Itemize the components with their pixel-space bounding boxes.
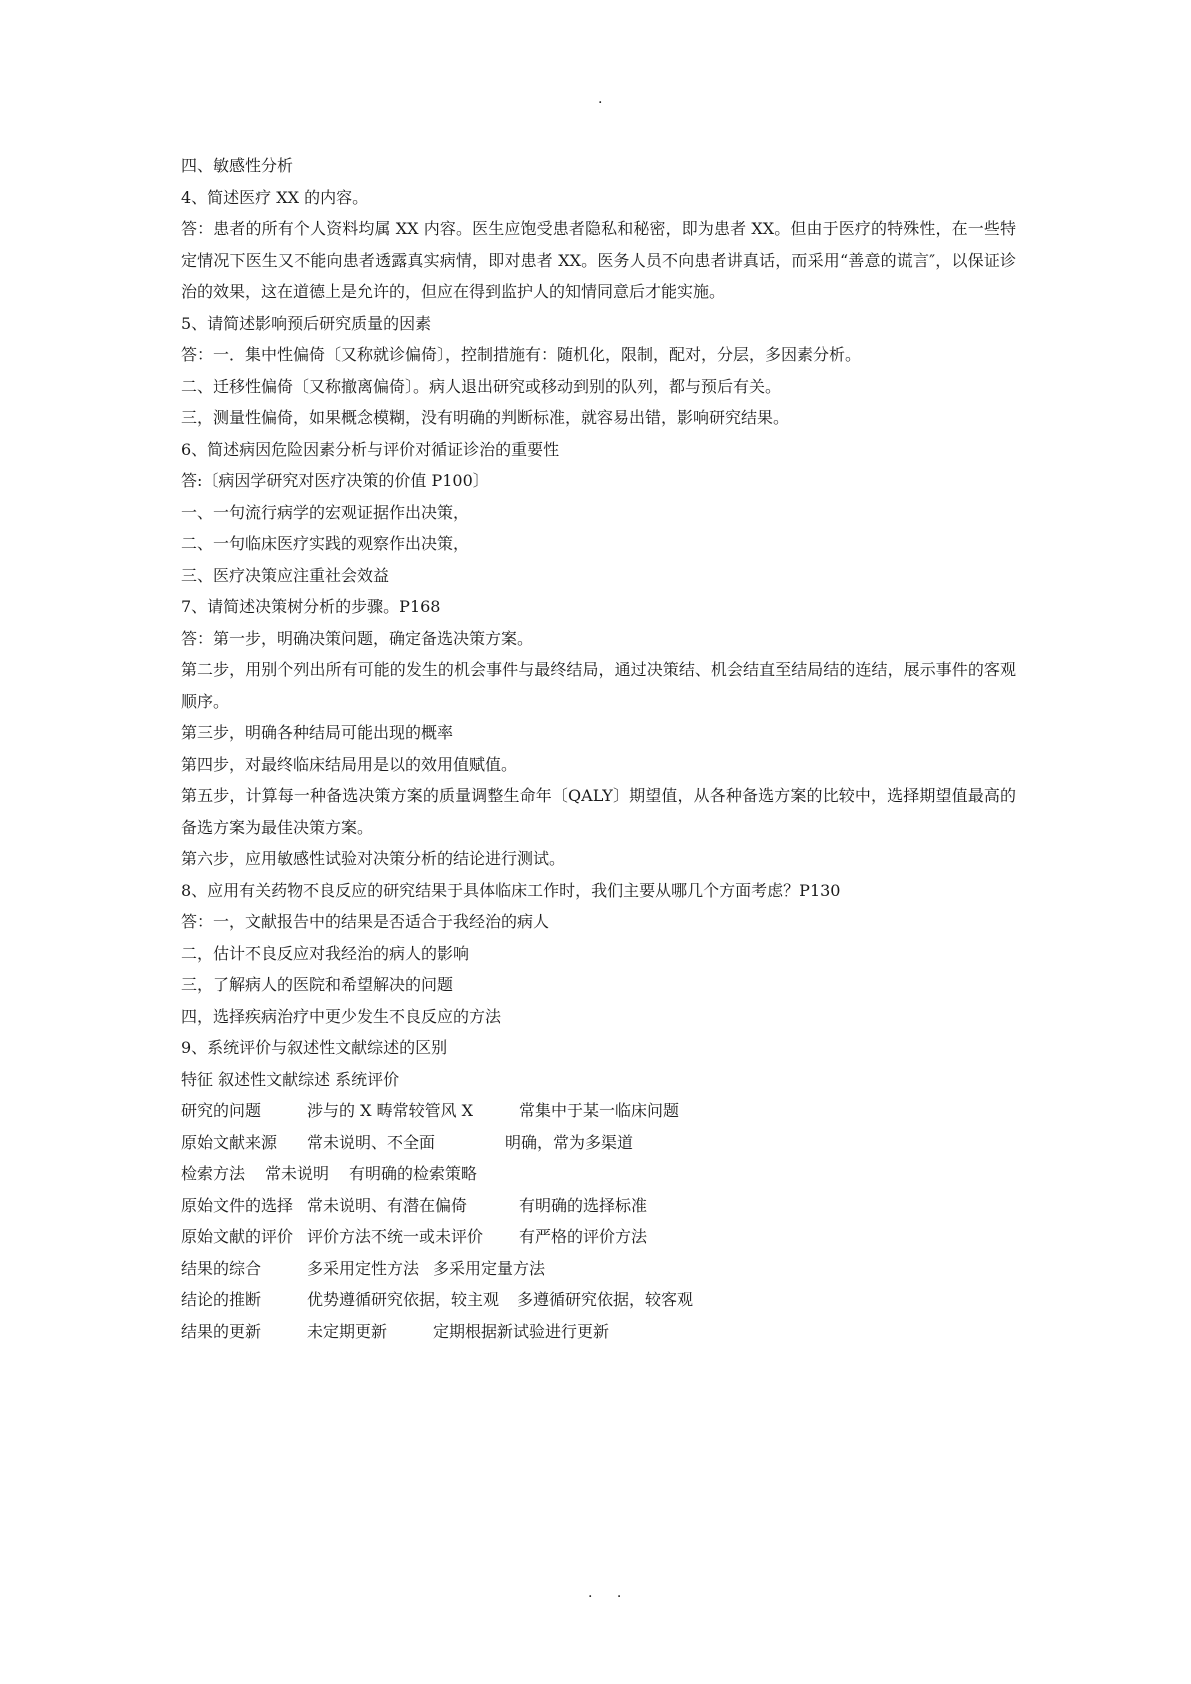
answer-8-item-2: 二，估计不良反应对我经治的病人的影响 — [181, 943, 470, 963]
question-8: 8、应用有关药物不良反应的研究结果于具体临床工作时，我们主要从哪几个方面考虑？P130 — [181, 880, 841, 900]
answer-7-step-2: 第二步，用别个列出所有可能的发生的机会事件与最终结局，通过决策结、机会结直至结局结的连结，展示事件的客观顺序。 — [181, 660, 1016, 711]
table-row — [181, 1284, 1016, 1316]
table-row — [181, 1316, 1016, 1348]
table-cell-feature: 结论的推断 — [181, 1290, 262, 1309]
answer-5-item-2: 二、迁移性偏倚〔又称撤离偏倚〕。病人退出研究或移动到别的队列，都与预后有关。 — [181, 376, 782, 396]
table-cell-systematic: 多采用定量方法 — [433, 1258, 546, 1278]
answer-4: 答：患者的所有个人资料均属 XX 内容。医生应饱受患者隐私和秘密，即为患者 XX。但由于医疗的特殊性，在一些特定情况下医生又不能向患者透露真实病情，即对患者 XX。医务人员不向患者讲真话，而采用“善意的谎言″，以保证诊治的效果，这在道德上是允许的，但应在得到监护人的知情同意后才能实施。 — [181, 219, 1016, 301]
answer-5-item-3: 三，测量性偏倚，如果概念模糊，没有明确的判断标准，就容易出错，影响研究结果。 — [181, 408, 790, 427]
table-cell-narrative: 常未说明、不全面 — [307, 1132, 436, 1152]
header-dot: . — [598, 91, 603, 107]
table-row — [181, 1158, 1016, 1190]
document-body — [181, 150, 1016, 1347]
table-cell-systematic: 有严格的评价方法 — [519, 1227, 648, 1246]
question-6: 6、简述病因危险因素分析与评价对循证诊治的重要性 — [181, 439, 560, 459]
answer-8-item-1: 答：一，文献报告中的结果是否适合于我经治的病人 — [181, 912, 550, 931]
answer-7-step-4: 第四步，对最终临床结局用是以的效用值赋值。 — [181, 754, 518, 774]
table-cell-narrative: 多采用定性方法 — [307, 1258, 420, 1278]
table-cell-systematic: 常集中于某一临床问题 — [519, 1101, 680, 1120]
comparison-table — [181, 1064, 1016, 1348]
table-cell-systematic: 明确，常为多渠道 — [505, 1132, 634, 1152]
footer-dots: . . — [588, 1585, 632, 1601]
answer-7-step-1: 答：第一步，明确决策问题，确定备选决策方案。 — [181, 628, 534, 648]
question-5: 5、请简述影响预后研究质量的因素 — [181, 313, 432, 333]
table-cell-feature: 检索方法 — [181, 1164, 246, 1183]
question-9: 9、系统评价与叙述性文献综述的区别 — [181, 1038, 448, 1057]
answer-7-step-5: 第五步，计算每一种备选决策方案的质量调整生命年〔QALY〕期望值，从各种备选方案的比较中，选择期望值最高的备选方案为最佳决策方案。 — [181, 786, 1016, 837]
table-cell-narrative: 未定期更新 — [307, 1321, 388, 1341]
table-cell-narrative: 涉与的 X 畴常较管风 X — [307, 1101, 474, 1120]
table-header: 特征 叙述性文献综述 系统评价 — [181, 1069, 400, 1089]
table-cell-feature: 原始文献来源 — [181, 1132, 278, 1152]
table-row — [181, 1095, 1016, 1127]
table-cell-systematic: 定期根据新试验进行更新 — [433, 1321, 610, 1341]
table-row — [181, 1127, 1016, 1159]
table-cell-narrative: 评价方法不统一或未评价 — [307, 1227, 484, 1246]
table-cell-feature: 研究的问题 — [181, 1101, 262, 1120]
answer-5-item-1: 答：一．集中性偏倚〔又称就诊偏倚〕，控制措施有：随机化，限制，配对，分层，多因素分析。 — [181, 345, 862, 364]
question-7: 7、请简述决策树分析的步骤。P168 — [181, 597, 441, 616]
table-cell-systematic: 有明确的检索策略 — [349, 1164, 478, 1183]
answer-7-step-6: 第六步，应用敏感性试验对决策分析的结论进行测试。 — [181, 849, 566, 868]
answer-8-item-4: 四，选择疾病治疗中更少发生不良反应的方法 — [181, 1006, 502, 1026]
table-cell-feature: 结果的综合 — [181, 1258, 262, 1278]
question-4: 4、简述医疗 XX 的内容。 — [181, 187, 369, 207]
answer-6-item-2: 二、一句临床医疗实践的观察作出决策， — [181, 534, 470, 553]
answer-7-step-3: 第三步，明确各种结局可能出现的概率 — [181, 723, 454, 742]
table-cell-narrative: 常未说明、有潜在偏倚 — [307, 1195, 468, 1215]
table-cell-narrative: 常未说明 — [265, 1164, 330, 1183]
table-row — [181, 1190, 1016, 1222]
table-row — [181, 1253, 1016, 1285]
table-cell-feature: 原始文献的评价 — [181, 1227, 294, 1246]
section-heading: 四、敏感性分析 — [181, 156, 294, 175]
table-cell-systematic: 多遵循研究依据，较客观 — [517, 1290, 694, 1309]
table-cell-systematic: 有明确的选择标准 — [519, 1195, 648, 1215]
answer-6-item-3: 三、医疗决策应注重社会效益 — [181, 565, 390, 585]
table-cell-feature: 原始文件的选择 — [181, 1195, 294, 1215]
answer-6-item-1: 一、一句流行病学的宏观证据作出决策， — [181, 502, 470, 522]
answer-6-intro: 答:〔病因学研究对医疗决策的价值 P100〕 — [181, 471, 489, 490]
table-cell-narrative: 优势遵循研究依据，较主观 — [307, 1290, 500, 1309]
table-row — [181, 1221, 1016, 1253]
table-cell-feature: 结果的更新 — [181, 1321, 262, 1341]
answer-8-item-3: 三，了解病人的医院和希望解决的问题 — [181, 975, 454, 994]
